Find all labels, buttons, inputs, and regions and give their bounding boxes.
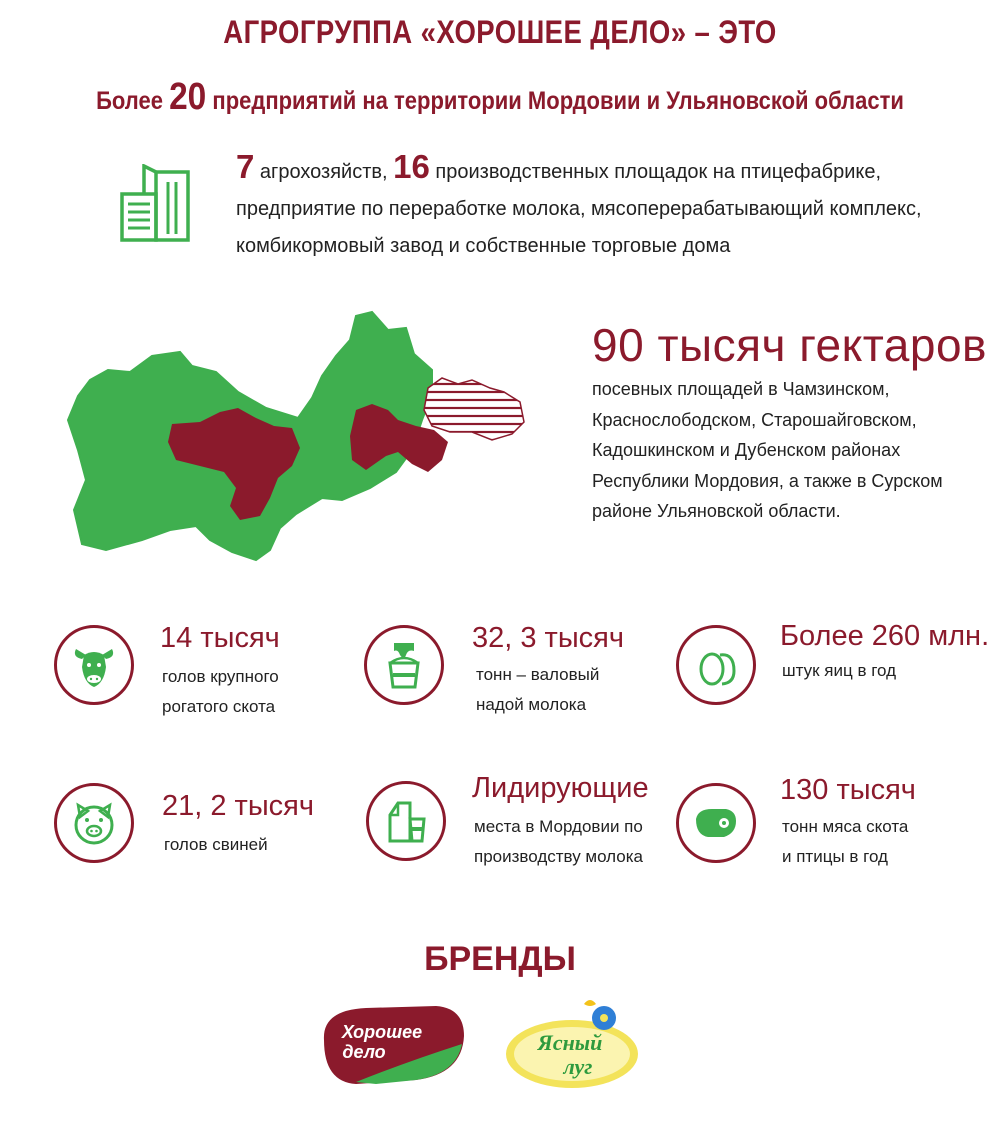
stat-value: Лидирующие	[472, 772, 649, 804]
stat-description	[474, 812, 643, 872]
sites-label: производственных площадок на птицефабрике,	[435, 161, 882, 183]
stat-description	[782, 812, 908, 872]
stat-icon-circle	[366, 781, 446, 861]
cow-icon	[68, 639, 120, 691]
stat-description-line: надой молока	[476, 695, 587, 714]
stat-description	[476, 660, 599, 720]
building-icon	[116, 164, 196, 244]
brand-logo-yasny-lug[interactable]	[500, 994, 646, 1094]
milk-carton-icon	[380, 795, 432, 847]
hectares-line: Краснослободском, Старошайговском,	[592, 409, 917, 430]
brand-logo-text: Хорошее	[341, 1022, 423, 1042]
stat-description	[164, 830, 268, 860]
meat-icon	[690, 797, 742, 849]
milk-bucket-icon	[378, 639, 430, 691]
brands-title: БРЕНДЫ	[424, 940, 576, 978]
stat-description-line: голов крупного	[162, 667, 279, 686]
stat-description-line: места в Мордовии по	[474, 817, 643, 836]
hectares-line: районе Ульяновской области.	[592, 501, 841, 521]
stat-description-line: рогатого скота	[162, 697, 276, 716]
intro-line-2: предприятие по переработке молока, мясоперерабатывающий комплекс,	[236, 198, 922, 220]
intro-line-3: комбикормовый завод и собственные торговые дома	[236, 235, 731, 257]
subtitle-number: 20	[169, 76, 207, 118]
hectares-headline: 90 тысяч гектаров	[592, 319, 987, 371]
stat-value: 21, 2 тысяч	[162, 790, 314, 822]
stat-description	[782, 656, 896, 686]
stat-value: 32, 3 тысяч	[472, 622, 624, 654]
hectares-line: Республики Мордовия, а также в Сурском	[592, 470, 943, 491]
brand-logo-text: дело	[342, 1042, 386, 1062]
page-title: АГРОГРУППА «ХОРОШЕЕ ДЕЛО» – ЭТО	[223, 14, 777, 50]
brand-logo-text: Ясный	[537, 1030, 603, 1055]
stat-icon-circle	[54, 625, 134, 705]
stat-description-line: голов свиней	[164, 835, 268, 854]
hectares-description	[592, 374, 982, 527]
intro-text	[236, 148, 956, 265]
brand-logo-text: луг	[563, 1054, 593, 1079]
pig-icon	[68, 797, 120, 849]
subtitle	[60, 76, 940, 119]
farms-count: 7	[236, 148, 255, 185]
stat-value: 130 тысяч	[780, 774, 916, 806]
stat-icon-circle	[676, 783, 756, 863]
region-map	[60, 300, 530, 570]
hectares-line: посевных площадей в Чамзинском,	[592, 379, 890, 399]
sites-count: 16	[393, 148, 430, 185]
sursky-region	[424, 378, 524, 440]
stat-description-line: штук яиц в год	[782, 661, 897, 680]
brand-logo-khoroshee-delo[interactable]	[316, 1000, 472, 1090]
subtitle-suffix: предприятий на территории Мордовии и Ульяновской области	[212, 87, 904, 115]
intro-line-1	[236, 148, 956, 191]
hectares-line: Кадошкинском и Дубенском районах	[592, 440, 901, 460]
subtitle-prefix: Более	[96, 87, 163, 115]
eggs-icon	[690, 639, 742, 691]
stat-value: 14 тысяч	[160, 622, 280, 654]
stat-description-line: тонн – валовый	[476, 665, 600, 684]
stat-description	[162, 662, 279, 722]
stat-description-line: и птицы в год	[782, 847, 888, 866]
stat-description-line: тонн мяса скота	[782, 817, 909, 836]
stat-icon-circle	[364, 625, 444, 705]
farms-label: агрохозяйств,	[259, 161, 388, 183]
stat-icon-circle	[54, 783, 134, 863]
stat-description-line: производству молока	[474, 847, 644, 866]
stat-value: Более 260 млн.	[780, 620, 990, 652]
stat-icon-circle	[676, 625, 756, 705]
